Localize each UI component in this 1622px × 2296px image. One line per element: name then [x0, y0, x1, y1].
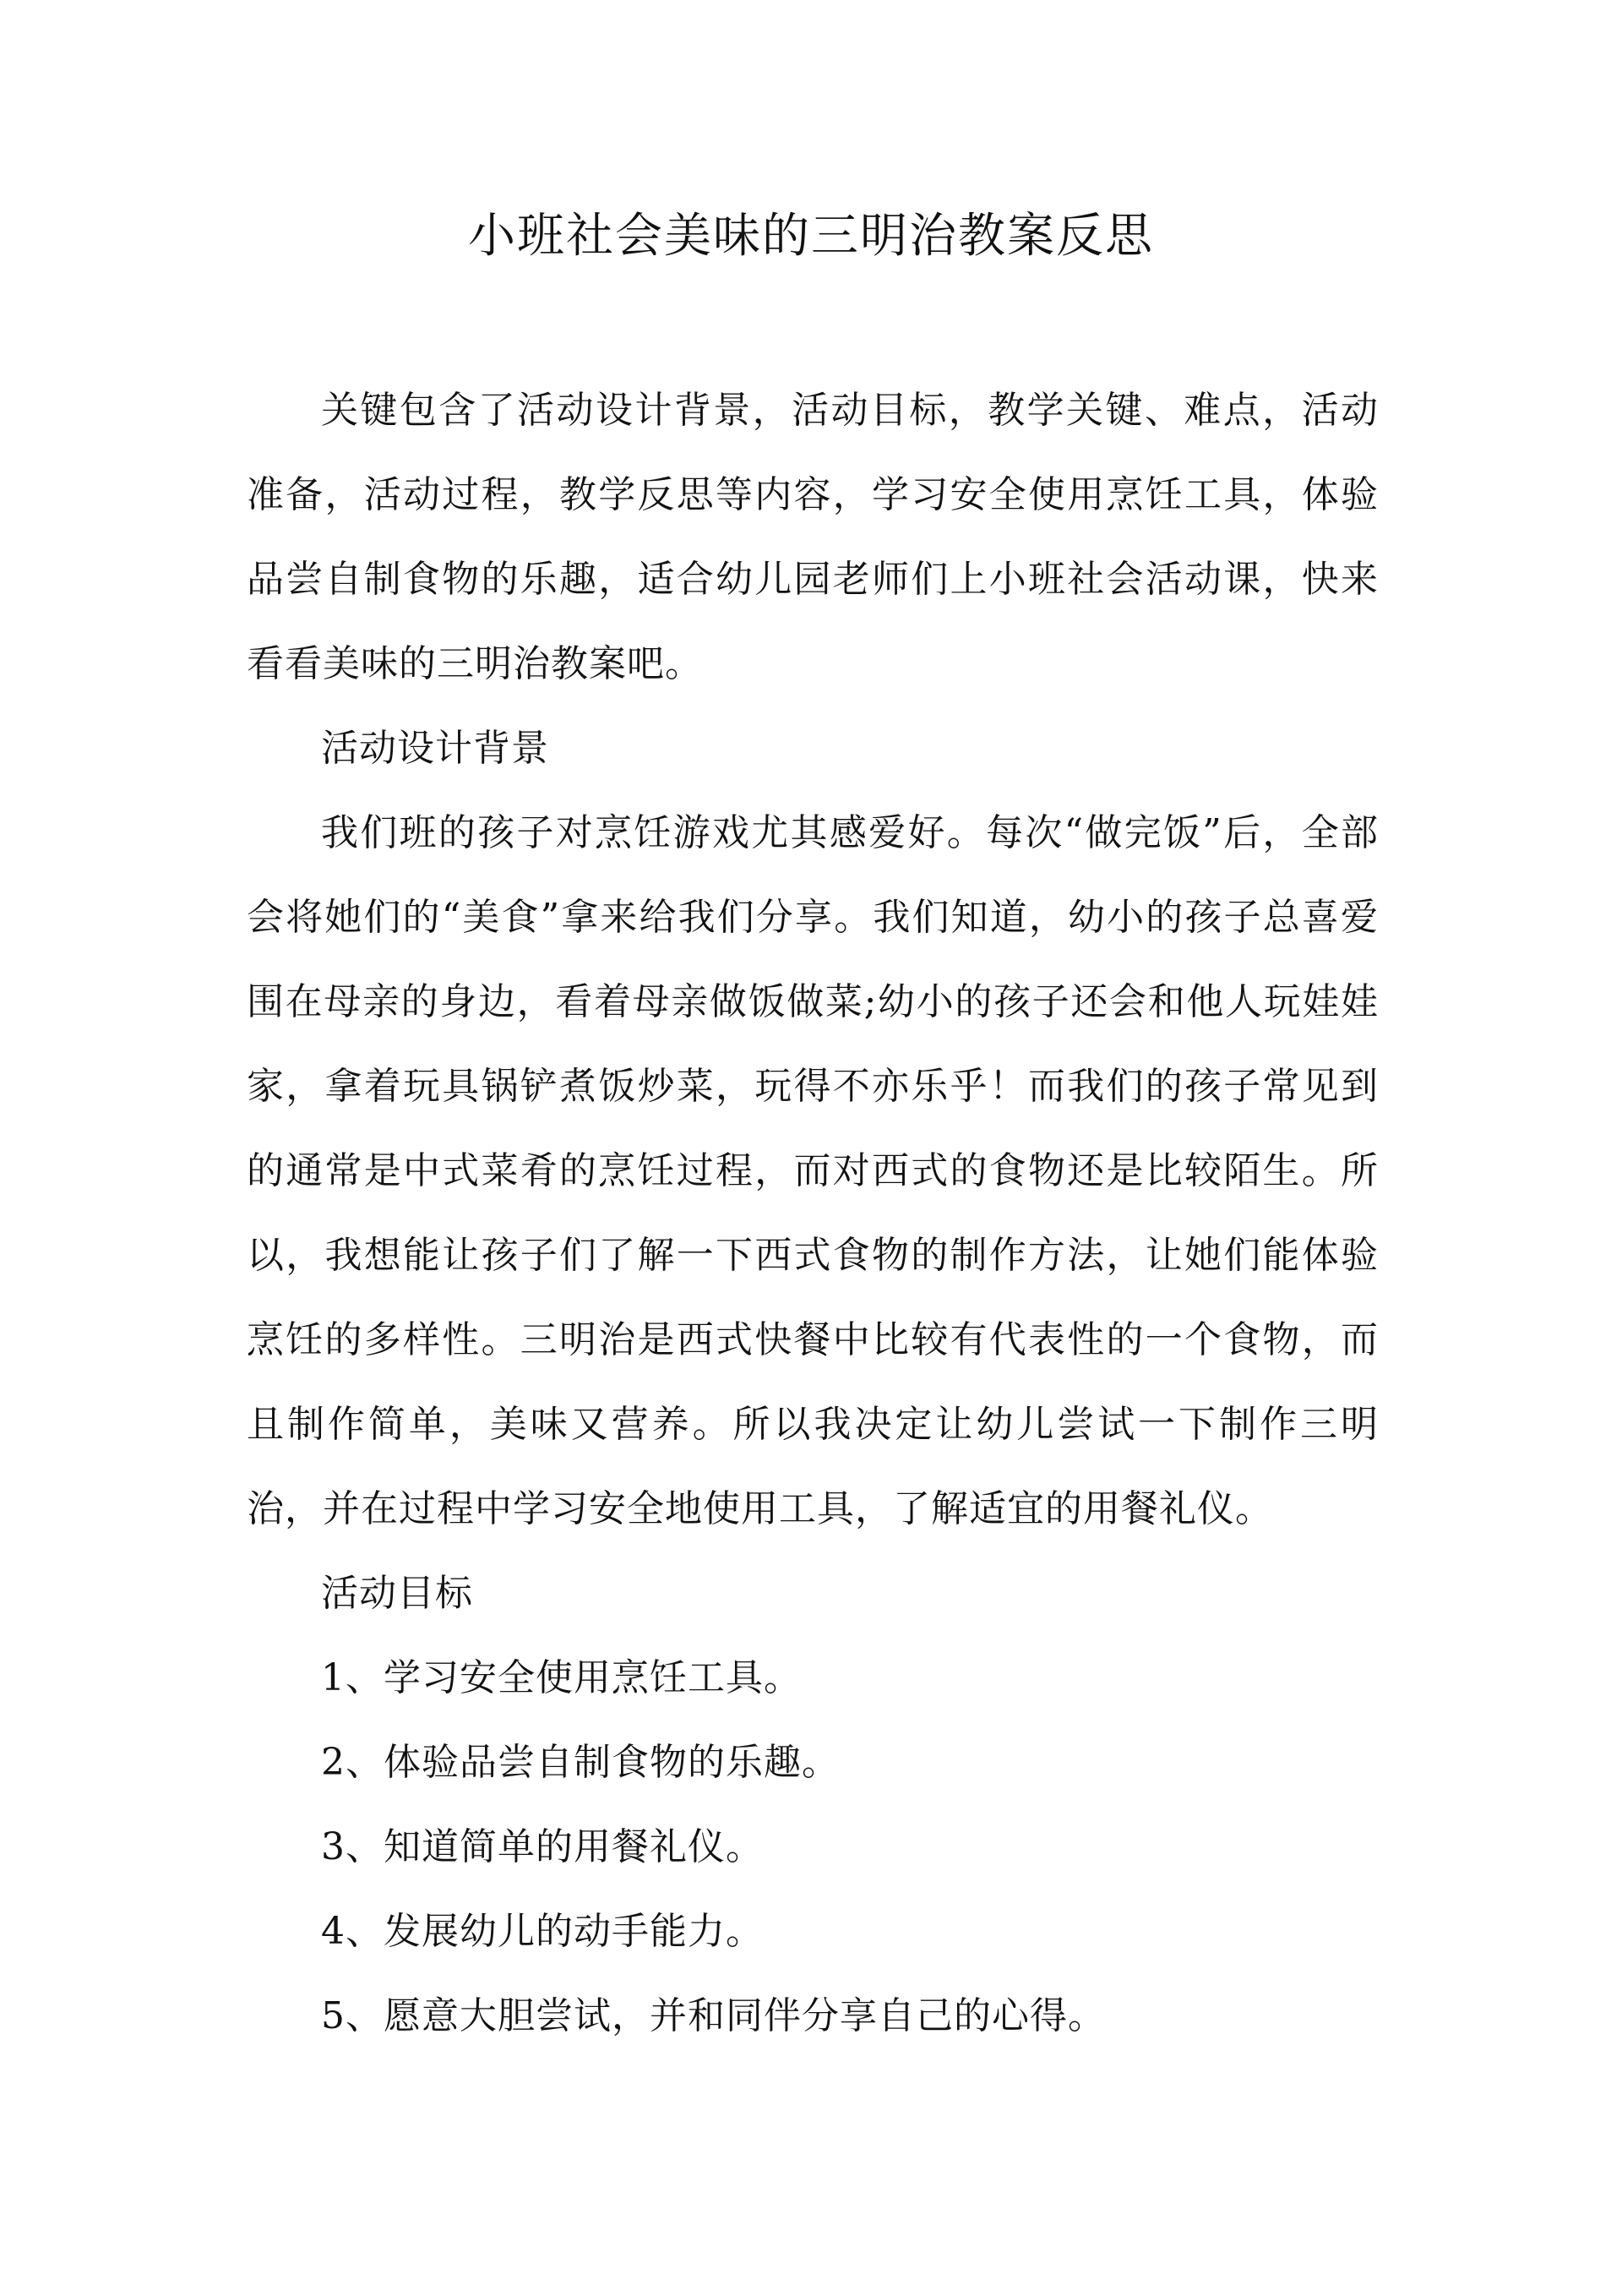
goal-item: 5、愿意大胆尝试，并和同伴分享自己的心得。	[321, 1994, 1106, 2037]
document-body	[247, 368, 1379, 2059]
section-heading-background: 活动设计背景	[321, 727, 549, 770]
goal-item: 4、发展幼儿的动手能力。	[321, 1910, 764, 1953]
background-paragraph: 我们班的孩子对烹饪游戏尤其感爱好。每次“做完饭”后，全部会将她们的“美食”拿来给我们分享。我们知道，幼小的孩子总喜爱围在母亲的身边，看着母亲做饭做菜;幼小的孩子还会和他人玩娃娃家，拿着玩具锅铲煮饭炒菜，玩得不亦乐乎！而我们的孩子常见到的通常是中式菜肴的烹饪过程，而对西式的食物还是比较陌生。所以，我想能让孩子们了解一下西式食物的制作方法，让她们能体验烹饪的多样性。三明治是西式快餐中比较有代表性的一个食物，而且制作简单，美味又营养。所以我决定让幼儿尝试一下制作三明治，并在过程中学习安全地使用工具，了解适宜的用餐礼仪。	[247, 811, 1379, 1530]
goal-item: 1、学习安全使用烹饪工具。	[321, 1656, 802, 1699]
section-heading-goals: 活动目标	[321, 1572, 473, 1615]
intro-paragraph: 关键包含了活动设计背景，活动目标，教学关键、难点，活动准备，活动过程，教学反思等内容，学习安全使用烹饪工具，体验品尝自制食物的乐趣，适合幼儿园老师们上小班社会活动课，快来看看美味的三明治教案吧。	[247, 389, 1379, 685]
goal-item: 3、知道简单的用餐礼仪。	[321, 1825, 764, 1868]
goal-item: 2、体验品尝自制食物的乐趣。	[321, 1741, 840, 1784]
document-title: 小班社会美味的三明治教案反思	[468, 209, 1154, 264]
